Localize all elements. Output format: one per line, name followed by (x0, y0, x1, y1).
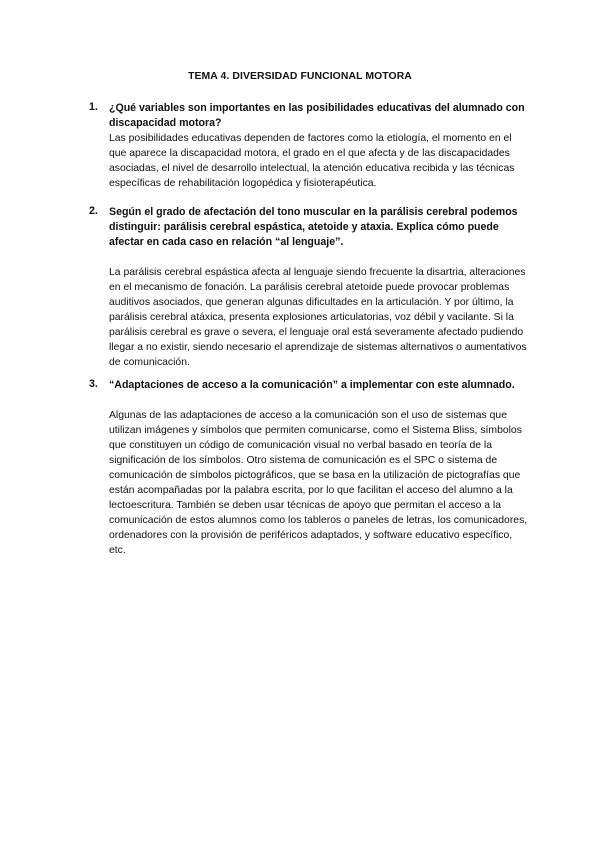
question-answer: Las posibilidades educativas dependen de factores como la etiología, el momento en el que aparece la discapacidad motora, el grado en el que afecta y de las discapacidades asociadas, el nivel de desarrollo intelectual, la atención educativa recibida y las técnicas específicas de rehabilitación logopédica y fisioterapéutica. (109, 133, 515, 189)
document-title: TEMA 4. DIVERSIDAD FUNCIONAL MOTORA (188, 71, 412, 82)
question-number: 3. (89, 378, 98, 390)
question-number: 1. (89, 101, 98, 113)
question-3 (89, 378, 529, 558)
question-heading: “Adaptaciones de acceso a la comunicación” a implementar con este alumnado. (109, 379, 515, 391)
question-number: 2. (89, 205, 98, 217)
question-answer: La parálisis cerebral espástica afecta al lenguaje siendo frecuente la disartria, alteraciones en el mecanismo de fonación. La parálisis cerebral atetoide puede provocar problemas auditivos asociados, que generan algunas dificultades en la articulación. Y por último, la parálisis cerebral atáxica, presenta explosiones articulatorias, voz débil y vacilante. Si la parálisis cerebral es grave o severa, el lenguaje oral está severamente afectado pudiendo llegar a no existir, siendo necesario el aprendizaje de sistemas alternativos o aumentativos de comunicación. (109, 267, 527, 368)
question-heading: Según el grado de afectación del tono muscular en la parálisis cerebral podemos distinguir: parálisis cerebral espástica, atetoide y ataxia. Explica cómo puede afectar en cada caso en relación “al lenguaje”. (109, 206, 518, 248)
question-answer: Algunas de las adaptaciones de acceso a la comunicación son el uso de sistemas que utilizan imágenes y símbolos que permiten comunicarse, como el Sistema Bliss, símbolos que constituyen un código de comunicación visual no verbal basado en teoría de la significación de los símbolos. Otro sistema de comunicación es el SPC o sistema de comunicación de símbolos pictográficos, que se basa en la utilización de pictografías que están acompañadas por la palabra escrita, por lo que facilitan el acceso del alumno a la lectoescritura. También se deben usar técnicas de apoyo que permitan el acceso a la comunicación de estos alumnos como los tableros o paneles de letras, los comunicadores, ordenadores con la provisión de periféricos adaptados, y software educativo específico, etc. (109, 410, 528, 556)
question-1 (89, 101, 529, 191)
question-2 (89, 205, 529, 370)
question-heading: ¿Qué variables son importantes en las posibilidades educativas del alumnado con discapacidad motora? (109, 102, 525, 129)
